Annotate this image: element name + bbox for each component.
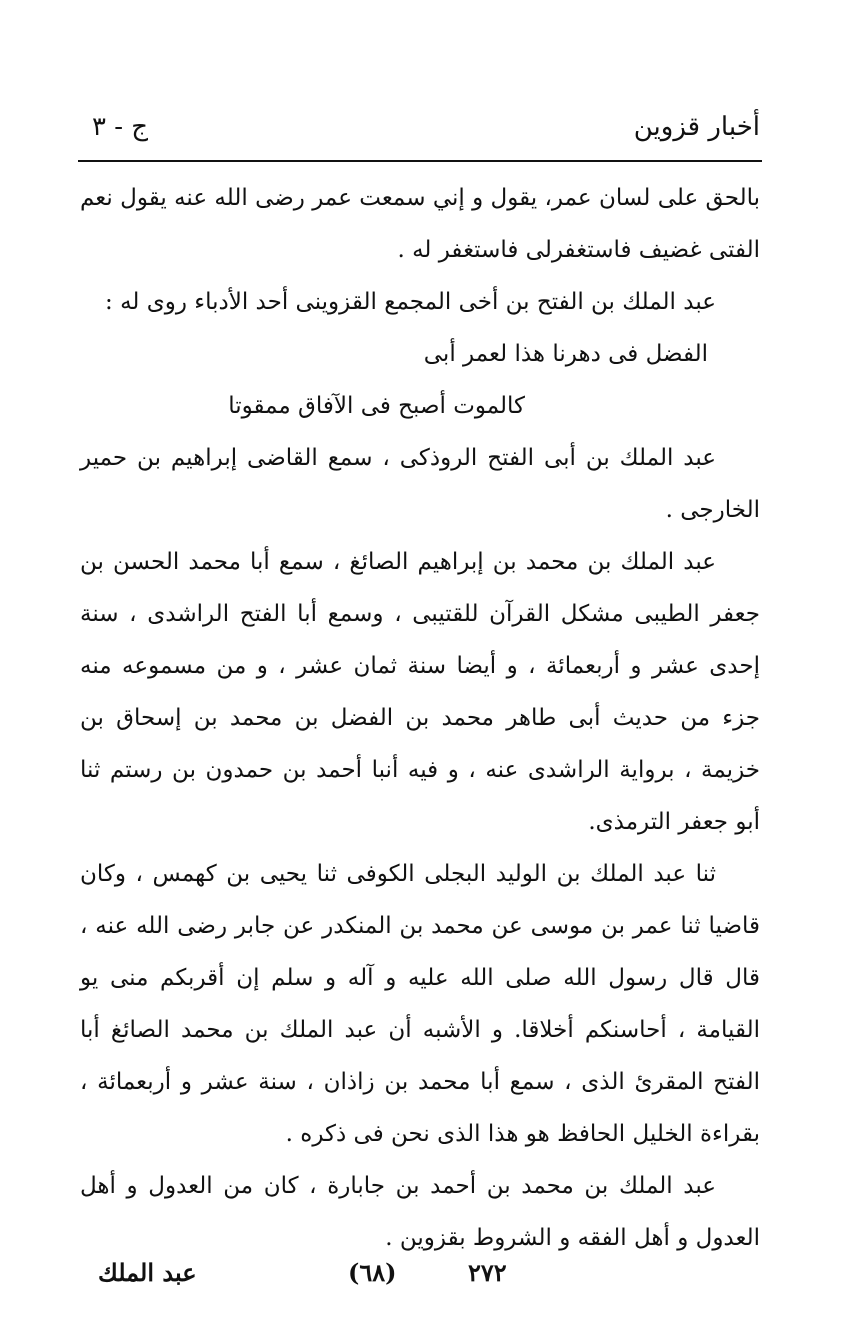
book-title: أخبار قزوين [633,112,760,142]
page-footer [80,1258,760,1298]
volume-label: ج - ٣ [92,112,149,142]
paragraph: الفضل فى دهرنا هذا لعمر أبى [423,341,708,367]
paragraph: عبد الملك بن الفتح بن أخى المجمع القزوينى أحد الأدباء روى له : [105,289,716,315]
paragraph: عبد الملك بن أبى الفتح الروذكى ، سمع القاضى إبراهيم بن حمير الخارجى . [80,445,760,523]
page-body [80,172,760,1264]
paragraph: عبد الملك بن محمد بن إبراهيم الصائغ ، سمع أبا محمد الحسن بن جعفر الطيبى مشكل القرآن للقتيبى ، وسمع أبا الفتح الراشدى ، سنة إحدى عشر و أربعمائة ، و أيضا سنة ثمان عشر ، و من مسموعه منه جزء من حديث أبى طاهر محمد بن الفضل بن محمد بن إسحاق بن خزيمة ، برواية الراشدى عنه ، و فيه أنبا أحمد بن حمدون بن رستم ثنا أبو جعفر الترمذى. [80,549,760,835]
paragraph: عبد الملك بن محمد بن أحمد بن جابارة ، كان من العدول و أهل العدول و أهل الفقه و الشروط بقزوين . [80,1173,760,1251]
paragraph: كالموت أصبح فى الآفاق ممقوتا [228,393,525,419]
header-rule [78,160,762,162]
entry-name: عبد الملك [98,1258,197,1287]
paragraph: بالحق على لسان عمر، يقول و إني سمعت عمر رضى الله عنه يقول نعم الفتى غضيف فاستغفرلى فاستغفر له . [80,185,760,263]
paragraph: ثنا عبد الملك بن الوليد البجلى الكوفى ثنا يحيى بن كهمس ، وكان قاضيا ثنا عمر بن موسى عن محمد بن المنكدر عن جابر رضى الله عنه ، قال قال رسول الله صلى الله عليه و آله و سلم إن أقربكم منى يو القيامة ، أحاسنكم أخلاقا. و الأشبه أن عبد الملك بن محمد الصائغ أبا الفتح المقرئ الذى ، سمع أبا محمد بن زاذان ، سنة عشر و أربعمائة ، بقراءة الخليل الحافظ هو هذا الذى نحن فى ذكره . [80,861,760,1147]
entry-number: (٦٨) [348,1258,397,1287]
page-header [80,112,760,158]
page-number: ٢٧٢ [468,1258,507,1287]
